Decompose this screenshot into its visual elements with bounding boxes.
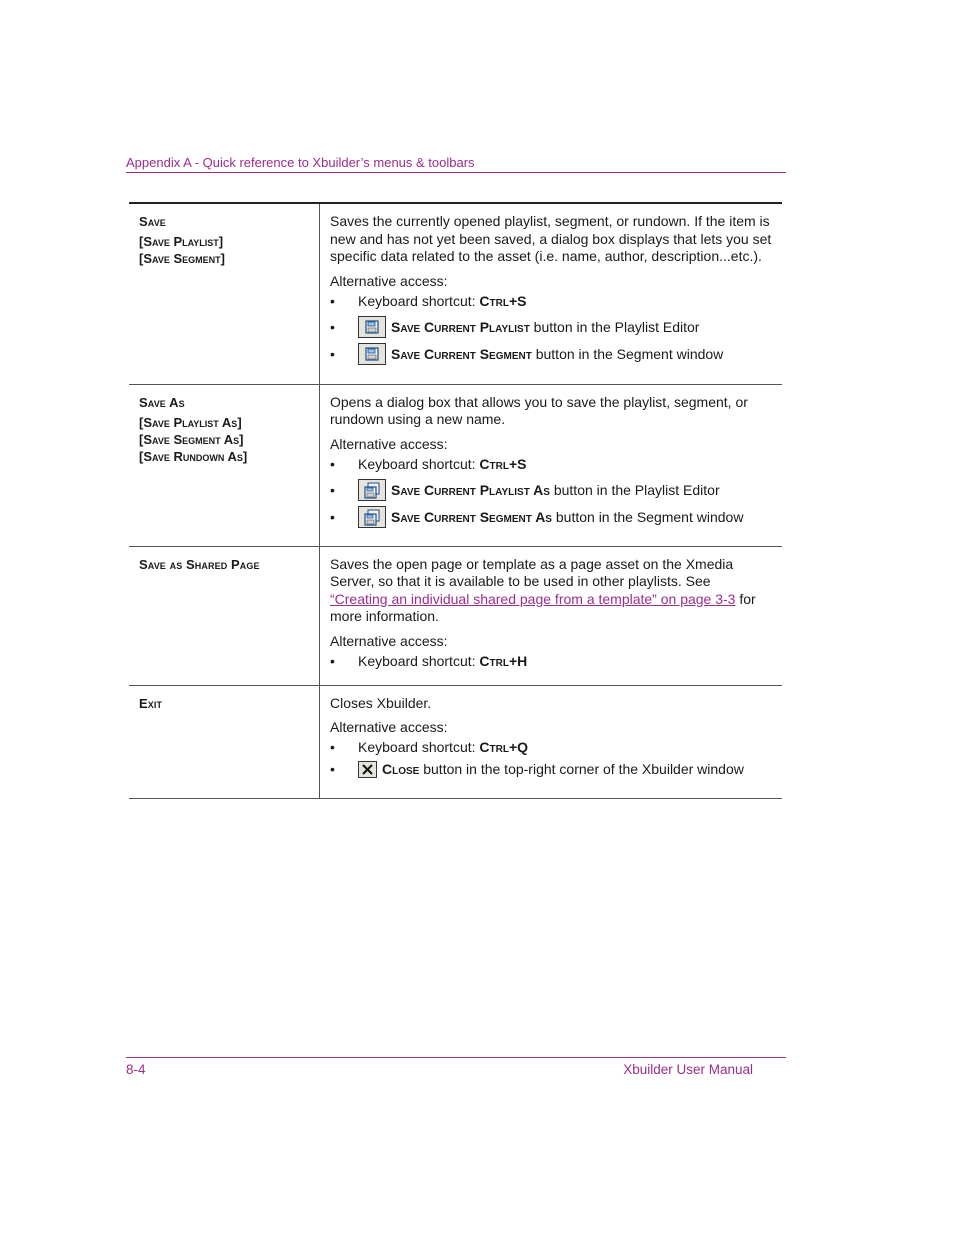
list-item bbox=[330, 505, 772, 529]
close-x-icon bbox=[358, 761, 377, 778]
bullet-marker: • bbox=[330, 761, 335, 777]
bullet-marker: • bbox=[330, 455, 335, 472]
button-description: button in the top-right corner of the Xbuilder window bbox=[419, 761, 744, 777]
button-name: Save Current Playlist As bbox=[391, 481, 550, 498]
button-name: Save Current Segment bbox=[391, 345, 532, 362]
keyboard-shortcut: Ctrl+S bbox=[479, 292, 527, 309]
table-row bbox=[129, 546, 782, 685]
alternative-access-label: Alternative access: bbox=[330, 719, 448, 735]
save-as-floppy-icon bbox=[358, 479, 386, 501]
command-name: Save as Shared Page bbox=[139, 556, 260, 572]
command-name: Exit bbox=[139, 695, 163, 711]
alternative-access-label: Alternative access: bbox=[330, 632, 448, 649]
description-text: Opens a dialog box that allows you to save the playlist, segment, or rundown using a new name. bbox=[330, 393, 748, 427]
command-name: Save bbox=[139, 214, 166, 229]
keyboard-shortcut: Ctrl+Q bbox=[479, 739, 529, 755]
shortcut-label: Keyboard shortcut: bbox=[358, 739, 480, 755]
table-row bbox=[129, 685, 782, 798]
bullet-marker: • bbox=[330, 508, 335, 525]
alternative-access-label: Alternative access: bbox=[330, 435, 448, 452]
description-text-start: Saves the open page or template as a page asset on the Xmedia Server, so that it is available to be used in other playlists. See bbox=[330, 555, 734, 589]
description-text: Closes Xbuilder. bbox=[330, 694, 432, 711]
description-text bbox=[330, 556, 772, 626]
button-description: button in the Segment window bbox=[551, 508, 744, 525]
button-description: button in the Playlist Editor bbox=[529, 318, 700, 335]
command-alias: [Save Playlist As] bbox=[139, 414, 242, 430]
page-header bbox=[126, 154, 786, 173]
button-name: Save Current Segment As bbox=[391, 508, 552, 525]
list-item bbox=[330, 761, 772, 779]
list-item bbox=[330, 315, 772, 339]
description-cell bbox=[320, 685, 783, 798]
description-text-end: for more information. bbox=[330, 590, 756, 624]
page-footer bbox=[126, 1057, 786, 1077]
list-item bbox=[330, 456, 772, 473]
description-text: Saves the currently opened playlist, segment, or rundown. If the item is new and has not yet been saved, a dialog box displays that lets you set specific data related to the asset (i.e. name, author, description...etc.). bbox=[330, 213, 772, 264]
description-cell bbox=[320, 546, 783, 685]
command-cell bbox=[129, 546, 320, 685]
list-item bbox=[330, 293, 772, 310]
command-alias: [Save Segment] bbox=[139, 251, 225, 266]
command-name: Save As bbox=[139, 394, 185, 410]
keyboard-shortcut: Ctrl+H bbox=[479, 652, 528, 669]
command-alias: [Save Playlist] bbox=[139, 234, 224, 249]
command-alias: [Save Rundown As] bbox=[139, 448, 248, 464]
button-name: Save Current Playlist bbox=[391, 318, 530, 335]
description-cell bbox=[320, 203, 783, 384]
shortcut-label: Keyboard shortcut: bbox=[358, 652, 480, 669]
bullet-marker: • bbox=[330, 292, 335, 309]
button-description: button in the Segment window bbox=[531, 345, 724, 362]
shortcut-label: Keyboard shortcut: bbox=[358, 455, 480, 472]
header-title: Appendix A - Quick reference to Xbuilder’s menus & toolbars bbox=[126, 155, 475, 170]
save-floppy-icon bbox=[358, 343, 386, 365]
keyboard-shortcut: Ctrl+S bbox=[479, 455, 527, 472]
command-alias: [Save Segment As] bbox=[139, 431, 244, 447]
command-cell bbox=[129, 384, 320, 546]
bullet-marker: • bbox=[330, 481, 335, 498]
button-name: Close bbox=[382, 761, 420, 777]
cross-reference-link[interactable]: “Creating an individual shared page from a template” on page 3-3 bbox=[330, 590, 736, 607]
save-as-floppy-icon bbox=[358, 506, 386, 528]
bullet-marker: • bbox=[330, 652, 335, 669]
list-item bbox=[330, 653, 772, 670]
save-floppy-icon bbox=[358, 316, 386, 338]
command-cell bbox=[129, 685, 320, 798]
table-row bbox=[129, 384, 782, 546]
button-description: button in the Playlist Editor bbox=[549, 481, 720, 498]
bullet-marker: • bbox=[330, 318, 335, 335]
reference-table bbox=[129, 202, 782, 799]
alternative-access-label: Alternative access: bbox=[330, 272, 448, 289]
bullet-marker: • bbox=[330, 739, 335, 755]
table-row bbox=[129, 203, 782, 384]
bullet-marker: • bbox=[330, 345, 335, 362]
manual-title: Xbuilder User Manual bbox=[623, 1062, 753, 1077]
shortcut-label: Keyboard shortcut: bbox=[358, 292, 480, 309]
page-number: 8-4 bbox=[126, 1062, 146, 1077]
list-item bbox=[330, 478, 772, 502]
command-cell bbox=[129, 203, 320, 384]
description-cell bbox=[320, 384, 783, 546]
list-item bbox=[330, 739, 772, 756]
list-item bbox=[330, 342, 772, 366]
